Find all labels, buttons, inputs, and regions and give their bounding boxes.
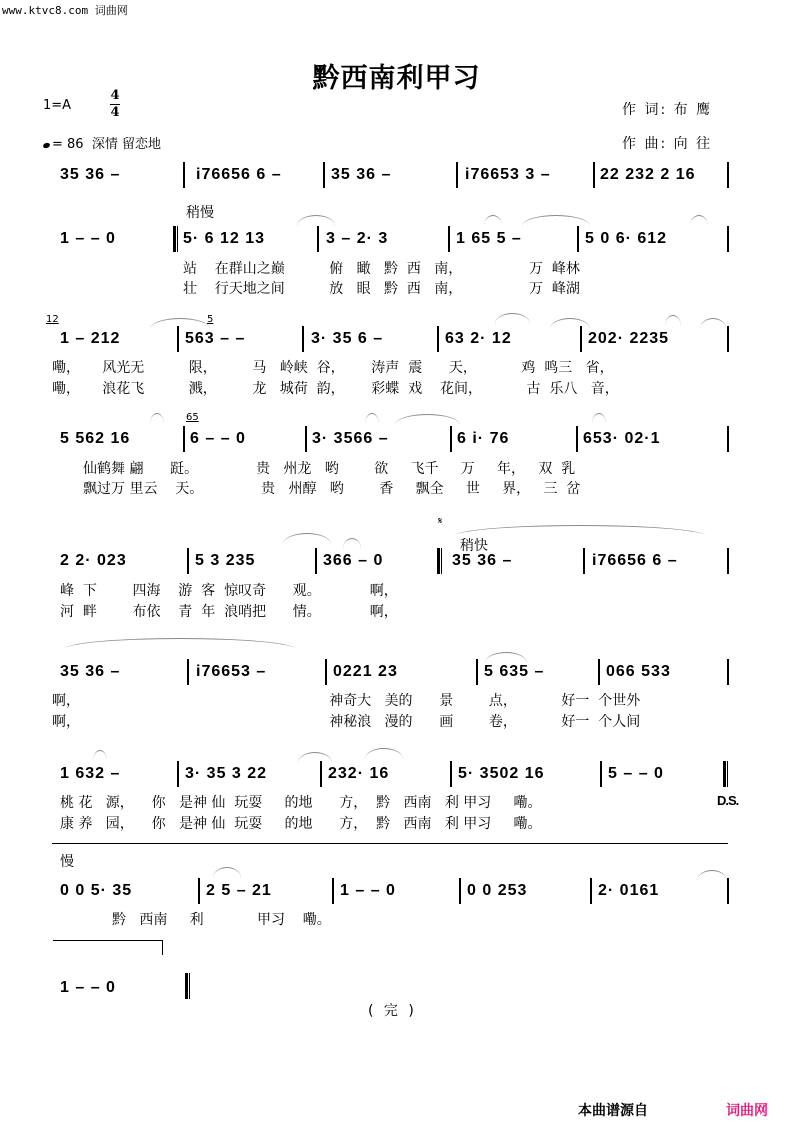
lyric-verse-1: 嘞， 风光无 限， 马 岭峡 谷， 涛声 震 天， 鸡 鸣三 省， [52, 360, 614, 376]
slur [343, 538, 361, 549]
barline [302, 326, 304, 352]
lyric-verse-2: 嘞， 浪花飞 溅， 龙 城荷 韵， 彩蝶 戏 花间， 古 乐八 音， [52, 381, 619, 397]
tempo-mark: 稍快 [460, 538, 488, 554]
measure: 1 632 – [60, 765, 121, 782]
barline [459, 878, 461, 904]
tempo-bpm: = 86 [52, 137, 84, 152]
measure: 5 0 6· 612 [585, 230, 668, 247]
barline [320, 761, 322, 787]
measure: 22 232 2 16 [600, 166, 696, 183]
slur [283, 533, 331, 544]
slur [495, 313, 530, 324]
quarter-note-icon [42, 142, 50, 149]
grace-note: 65 [186, 412, 199, 423]
time-signature-top: 4 [110, 88, 120, 103]
measure: 1 – 212 [60, 330, 121, 347]
barline [448, 226, 450, 252]
measure: 066 533 [606, 663, 671, 680]
composer-credit: 作 曲: 向 往 [622, 136, 713, 152]
measure: 2· 0161 [598, 882, 660, 899]
measure: 3 – 2· 3 [326, 230, 389, 247]
slur [455, 525, 705, 536]
barline [177, 761, 179, 787]
lyric-verse-1: 站 在群山之巅 俯 瞰 黔 西 南， 万 峰林 [183, 261, 580, 277]
lyric-verse-2: 啊， 神秘浪 漫的 画 卷， 好一 个人间 [52, 714, 641, 730]
measure: 366 – 0 [323, 552, 384, 569]
slur [592, 413, 606, 424]
measure: 0 0 253 [467, 882, 528, 899]
lyric-coda: 黔 西南 利 甲习 嘞。 [112, 912, 331, 928]
measure: 63 2· 12 [445, 330, 512, 347]
measure: 2 5 – 21 [206, 882, 272, 899]
slur [365, 413, 379, 424]
measure: 0 0 5· 35 [60, 882, 133, 899]
measure: 35 36 – [60, 166, 121, 183]
lyric-verse-1: 啊， 神奇大 美的 景 点， 好一 个世外 [52, 693, 641, 709]
final-barline [185, 973, 190, 999]
measure: 35 36 – [452, 552, 513, 569]
measure: 3· 35 3 22 [185, 765, 268, 782]
measure: i76653 3 – [465, 166, 551, 183]
barline [583, 548, 585, 574]
measure: 5 562 16 [60, 430, 131, 447]
slur [484, 215, 502, 226]
barline [450, 426, 452, 452]
end-mark: ( 完 ) [368, 1003, 417, 1019]
lyricist-credit: 作 词: 布 鹰 [622, 102, 713, 118]
measure: 35 36 – [331, 166, 392, 183]
barline [727, 226, 729, 252]
barline [450, 761, 452, 787]
slur [690, 215, 708, 226]
barline [727, 878, 729, 904]
measure: 0221 23 [333, 663, 398, 680]
barline [198, 878, 200, 904]
barline [323, 162, 325, 188]
lyric-verse-2: 飘过万 里云 天。 贵 州醇 哟 香 飘全 世 界， 三 岔 [83, 481, 581, 497]
measure: 6 – – 0 [190, 430, 246, 447]
slur [522, 215, 590, 226]
measure: 1 65 5 – [456, 230, 522, 247]
grace-note: 12 [46, 314, 59, 325]
barline [177, 326, 179, 352]
measure: 653· 02·1 [583, 430, 661, 447]
slur [150, 413, 164, 424]
slur [665, 315, 681, 326]
barline [325, 659, 327, 685]
measure: 2 2· 023 [60, 552, 127, 569]
repeat-start-barline [173, 226, 178, 252]
tempo-expression: 深情 留恋地 [91, 137, 161, 152]
measure: 1 – – 0 [340, 882, 396, 899]
page-title: 黔西南利甲习 [312, 63, 481, 94]
barline [577, 226, 579, 252]
coda-divider [52, 843, 728, 844]
ending-bracket [53, 940, 163, 955]
barline [187, 659, 189, 685]
lyric-verse-1: 仙鹤舞 翩 跹。 贵 州龙 哟 欲 飞千 万 年， 双 乳 [83, 461, 576, 477]
segno-icon: 𝄋 [438, 516, 443, 527]
slur [550, 318, 590, 329]
measure: 232· 16 [328, 765, 390, 782]
key-signature: 1=A [43, 98, 72, 113]
slur [93, 750, 107, 761]
barline [727, 548, 729, 574]
barline [727, 326, 729, 352]
slur [150, 318, 210, 329]
barline [456, 162, 458, 188]
tempo-marking [43, 133, 161, 152]
barline [332, 878, 334, 904]
measure: i76653 – [196, 663, 267, 680]
barline [600, 761, 602, 787]
repeat-start-barline [437, 548, 442, 574]
slur [485, 652, 527, 663]
barline [183, 426, 185, 452]
repeat-end-barline [723, 761, 728, 787]
measure: 5 635 – [484, 663, 545, 680]
barline [727, 426, 729, 452]
tempo-mark: 稍慢 [186, 205, 214, 221]
time-signature-bottom: 4 [110, 105, 120, 120]
measure: i76656 6 – [592, 552, 678, 569]
footer-brand-link[interactable]: 词曲网 [726, 1103, 768, 1119]
slur [65, 638, 295, 649]
slur [697, 870, 727, 881]
barline [187, 548, 189, 574]
measure: 202· 2235 [588, 330, 670, 347]
time-signature [110, 89, 120, 120]
lyric-verse-2: 河 畔 布依 青 年 浪哨把 情。 啊， [60, 604, 398, 620]
measure: 3· 35 6 – [311, 330, 384, 347]
barline [590, 878, 592, 904]
tempo-mark: 慢 [60, 854, 74, 870]
slur [213, 867, 241, 878]
footer-source-label: 本曲谱源自 [578, 1103, 648, 1119]
slur [700, 318, 726, 329]
barline [317, 226, 319, 252]
barline [580, 326, 582, 352]
slur [297, 215, 335, 226]
watermark: www.ktvc8.com 词曲网 [2, 4, 128, 17]
barline [183, 162, 185, 188]
barline [476, 659, 478, 685]
dal-segno-mark: D.S. [717, 793, 739, 808]
measure: 5· 3502 16 [458, 765, 545, 782]
measure: 3· 3566 – [312, 430, 389, 447]
measure: 1 – – 0 [60, 979, 116, 996]
barline [727, 659, 729, 685]
lyric-verse-2: 康 养 园， 你 是神 仙 玩耍 的地 方， 黔 西南 利 甲习 嘞。 [60, 816, 542, 832]
measure: 5· 6 12 13 [183, 230, 266, 247]
measure: 5 – – 0 [608, 765, 664, 782]
barline [437, 326, 439, 352]
measure: 6 i· 76 [457, 430, 510, 447]
measure: 563 – – [185, 330, 246, 347]
lyric-verse-1: 峰 下 四海 游 客 惊叹奇 观。 啊， [60, 583, 398, 599]
barline [593, 162, 595, 188]
measure: i76656 6 – [196, 166, 282, 183]
slur [298, 752, 332, 763]
barline [305, 426, 307, 452]
slur [395, 414, 460, 425]
measure: 1 – – 0 [60, 230, 116, 247]
barline [727, 162, 729, 188]
lyric-verse-2: 壮 行天地之间 放 眼 黔 西 南， 万 峰湖 [183, 281, 580, 297]
measure: 5 3 235 [195, 552, 256, 569]
measure: 35 36 – [60, 663, 121, 680]
barline [576, 426, 578, 452]
lyric-verse-1: 桃 花 源， 你 是神 仙 玩耍 的地 方， 黔 西南 利 甲习 嘞。 [60, 795, 542, 811]
slur [365, 748, 403, 759]
barline [315, 548, 317, 574]
grace-note: 5 [207, 314, 214, 325]
barline [598, 659, 600, 685]
